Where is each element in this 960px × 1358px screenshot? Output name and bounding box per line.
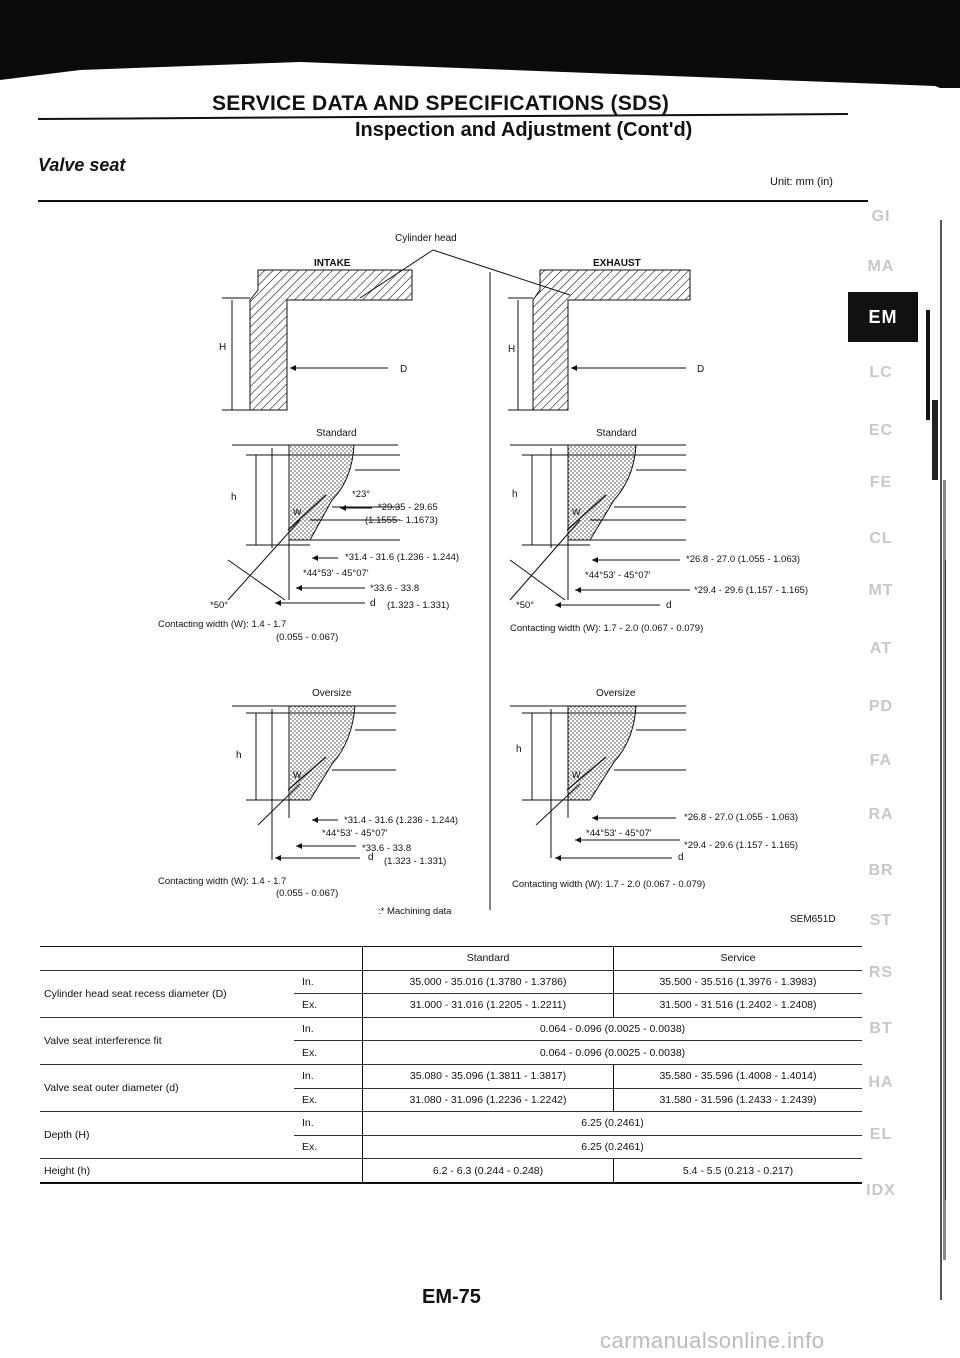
tab-fe[interactable]: FE xyxy=(869,474,893,491)
tab-ma[interactable]: MA xyxy=(867,258,895,275)
col-standard: Standard xyxy=(363,947,614,971)
tab-fa[interactable]: FA xyxy=(869,752,893,769)
watermark: carmanualsonline.info xyxy=(600,1328,825,1353)
tab-el[interactable]: EL xyxy=(869,1126,893,1143)
tab-mt[interactable]: MT xyxy=(868,582,894,599)
tab-ec[interactable]: EC xyxy=(868,422,894,439)
depth-ex: 6.25 (0.2461) xyxy=(363,1135,863,1159)
exhaust-H-label: H xyxy=(508,344,516,355)
tab-bt[interactable]: BT xyxy=(869,1020,893,1037)
intake-angle-50: *50° xyxy=(210,600,229,611)
intake-dim3-in: (1.323 - 1.331) xyxy=(387,600,450,611)
outer-in-svc: 35.580 - 35.596 (1.4008 - 1.4014) xyxy=(614,1064,863,1088)
tab-pd[interactable]: PD xyxy=(868,698,894,715)
intake-dim1: *29.35 - 29.65 xyxy=(378,502,438,513)
intake-standard-label: Standard xyxy=(316,428,357,439)
height-label: Height (h) xyxy=(40,1159,294,1183)
interference-ex: 0.064 - 0.096 (0.0025 - 0.0038) xyxy=(363,1041,863,1065)
intake-d-label: d xyxy=(370,598,376,609)
intake-dim3: *33.6 - 33.8 xyxy=(370,583,420,594)
intake-oversize-dim2: *31.4 - 31.6 (1.236 - 1.244) xyxy=(344,815,459,826)
intake-oversize-dim3-in: (1.323 - 1.331) xyxy=(384,856,447,867)
intake-h-label: h xyxy=(231,492,237,503)
exhaust-oversize-cw: Contacting width (W): 1.7 - 2.0 (0.067 - 0.079) xyxy=(512,879,706,890)
tab-at[interactable]: AT xyxy=(869,640,893,657)
height-std: 6.2 - 6.3 (0.244 - 0.248) xyxy=(363,1159,614,1183)
outer-ex-std: 31.080 - 31.096 (1.2236 - 1.2242) xyxy=(363,1088,614,1112)
row-in: In. xyxy=(294,1017,363,1041)
tab-ha[interactable]: HA xyxy=(868,1074,894,1091)
tab-idx[interactable]: IDX xyxy=(866,1182,896,1199)
intake-oversize-d: d xyxy=(368,852,374,863)
depth-label: Depth (H) xyxy=(40,1112,294,1159)
intake-W-label: W xyxy=(293,507,302,517)
exhaust-oversize-angle: *44°53′ - 45°07′ xyxy=(586,828,652,839)
tab-gi[interactable]: GI xyxy=(871,208,891,225)
table-header-row xyxy=(40,947,862,971)
row-in: In. xyxy=(294,970,363,994)
intake-oversize-dim3: *33.6 - 33.8 xyxy=(362,843,412,854)
intake-dim1-in: (1.1555 - 1.1673) xyxy=(365,515,438,526)
exhaust-oversize-h: h xyxy=(516,744,522,755)
cylinder-head-label: Cylinder head xyxy=(395,233,457,244)
exhaust-dim3: *29.4 - 29.6 (1.157 - 1.165) xyxy=(694,585,809,596)
exhaust-standard-label: Standard xyxy=(596,428,637,439)
exhaust-D-label: D xyxy=(697,364,705,375)
intake-oversize-W: W xyxy=(293,770,302,780)
tab-st[interactable]: ST xyxy=(869,912,893,929)
recess-label: Cylinder head seat recess diameter (D) xyxy=(40,970,294,1017)
recess-ex-svc: 31.500 - 31.516 (1.2402 - 1.2408) xyxy=(614,994,863,1018)
exhaust-label: EXHAUST xyxy=(593,258,641,269)
section-label: Valve seat xyxy=(38,155,126,175)
exhaust-W-label: W xyxy=(572,507,581,517)
height-svc: 5.4 - 5.5 (0.213 - 0.217) xyxy=(614,1159,863,1183)
row-ex: Ex. xyxy=(294,1135,363,1159)
outer-in-std: 35.080 - 35.096 (1.3811 - 1.3817) xyxy=(363,1064,614,1088)
exhaust-oversize-W: W xyxy=(572,770,581,780)
sheet-reference: SEM651D xyxy=(790,914,836,925)
outer-label: Valve seat outer diameter (d) xyxy=(40,1064,294,1111)
exhaust-oversize-d: d xyxy=(678,852,684,863)
intake-angle-45: *44°53′ - 45°07′ xyxy=(303,568,369,579)
intake-angle-23: *23° xyxy=(352,489,371,500)
page-edge xyxy=(926,180,948,1340)
row-in: In. xyxy=(294,1064,363,1088)
exhaust-angle-45: *44°53′ - 45°07′ xyxy=(585,570,651,581)
tab-lc[interactable]: LC xyxy=(869,364,893,381)
tab-br[interactable]: BR xyxy=(868,862,894,879)
intake-oversize-h: h xyxy=(236,750,242,761)
table-row xyxy=(40,1112,862,1136)
table-row xyxy=(40,1159,862,1183)
col-service: Service xyxy=(614,947,863,971)
intake-contact-width: Contacting width (W): 1.4 - 1.7 xyxy=(158,619,287,630)
intake-D-label: D xyxy=(400,364,408,375)
exhaust-dim2: *26.8 - 27.0 (1.055 - 1.063) xyxy=(686,554,801,565)
exhaust-oversize-dim2: *26.8 - 27.0 (1.055 - 1.063) xyxy=(684,812,799,823)
spec-table xyxy=(40,946,862,1184)
unit-label: Unit: mm (in) xyxy=(770,176,833,188)
machining-note: :* Machining data xyxy=(378,906,452,917)
row-ex: Ex. xyxy=(294,1088,363,1112)
recess-in-svc: 35.500 - 35.516 (1.3976 - 1.3983) xyxy=(614,970,863,994)
intake-H-label: H xyxy=(219,342,227,353)
interference-label: Valve seat interference fit xyxy=(40,1017,294,1064)
tab-cl[interactable]: CL xyxy=(869,530,893,547)
exhaust-contact-width: Contacting width (W): 1.7 - 2.0 (0.067 - 0.079) xyxy=(510,623,704,634)
exhaust-h-label: h xyxy=(512,489,518,500)
table-row xyxy=(40,1017,862,1041)
recess-in-std: 35.000 - 35.016 (1.3780 - 1.3786) xyxy=(363,970,614,994)
exhaust-oversize-label: Oversize xyxy=(596,688,636,699)
intake-contact-width-in: (0.055 - 0.067) xyxy=(276,632,339,643)
page-subtitle: Inspection and Adjustment (Cont'd) xyxy=(355,119,693,141)
table-row xyxy=(40,1064,862,1088)
intake-oversize-cw: Contacting width (W): 1.4 - 1.7 xyxy=(158,876,287,887)
intake-oversize-label: Oversize xyxy=(312,688,352,699)
intake-dim2: *31.4 - 31.6 (1.236 - 1.244) xyxy=(345,552,460,563)
exhaust-d-label: d xyxy=(666,600,672,611)
table-row xyxy=(40,970,862,994)
page-title: SERVICE DATA AND SPECIFICATIONS (SDS) xyxy=(212,92,670,115)
intake-oversize-angle: *44°53′ - 45°07′ xyxy=(322,828,388,839)
depth-in: 6.25 (0.2461) xyxy=(363,1112,863,1136)
intake-oversize-cw-in: (0.055 - 0.067) xyxy=(276,888,339,899)
exhaust-oversize-dim3: *29.4 - 29.6 (1.157 - 1.165) xyxy=(684,840,799,851)
outer-ex-svc: 31.580 - 31.596 (1.2433 - 1.2439) xyxy=(614,1088,863,1112)
recess-ex-std: 31.000 - 31.016 (1.2205 - 1.2211) xyxy=(363,994,614,1018)
row-in: In. xyxy=(294,1112,363,1136)
page-number: EM-75 xyxy=(422,1286,481,1308)
intake-label: INTAKE xyxy=(314,258,351,269)
row-ex: Ex. xyxy=(294,994,363,1018)
tab-em[interactable]: EM xyxy=(848,292,918,342)
interference-in: 0.064 - 0.096 (0.0025 - 0.0038) xyxy=(363,1017,863,1041)
tab-ra[interactable]: RA xyxy=(868,806,894,823)
tab-rs[interactable]: RS xyxy=(868,964,894,981)
row-ex: Ex. xyxy=(294,1041,363,1065)
exhaust-angle-50: *50° xyxy=(516,600,535,611)
